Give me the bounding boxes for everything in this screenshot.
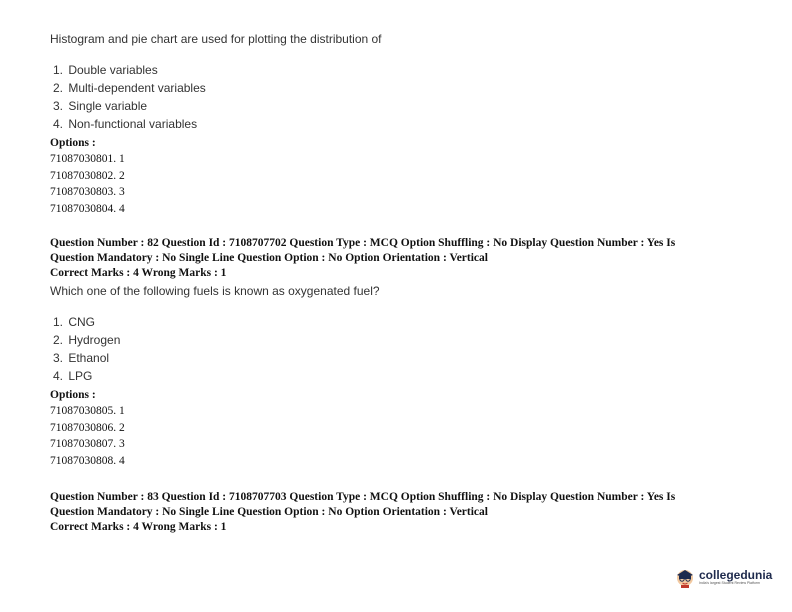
option-item: 2. Hydrogen	[53, 333, 121, 347]
option-item: 1. CNG	[53, 315, 96, 329]
option-id: 71087030805. 1	[50, 405, 125, 417]
question-81-options	[50, 61, 750, 133]
option-id: 71087030801. 1	[50, 153, 125, 165]
question-81-block	[50, 31, 750, 217]
option-id: 71087030804. 4	[50, 202, 125, 215]
question-83-meta-line2: Question Mandatory : No Single Line Question Option : No Option Orientation : Vertical	[50, 506, 488, 518]
option-item: 3. Single variable	[53, 99, 148, 113]
option-item: 4. LPG	[53, 369, 93, 383]
option-id: 71087030807. 3	[50, 438, 125, 450]
question-81-option-ids	[50, 151, 750, 217]
question-82-meta-line1: Question Number : 82 Question Id : 7108707702 Question Type : MCQ Option Shuffling : No Display Question Number : Yes Is	[50, 237, 676, 249]
options-label: Options :	[50, 389, 96, 401]
question-82-text: Which one of the following fuels is known as oxygenated fuel?	[50, 284, 380, 298]
option-id: 71087030802. 2	[50, 169, 125, 182]
question-83-block	[50, 490, 750, 535]
student-mascot-icon	[674, 566, 696, 588]
question-83-marks: Correct Marks : 4 Wrong Marks : 1	[50, 521, 227, 533]
option-item: 4. Non-functional variables	[53, 117, 198, 131]
option-item: 3. Ethanol	[53, 351, 110, 365]
question-82-options	[50, 313, 750, 385]
option-id: 71087030806. 2	[50, 421, 125, 434]
question-82-marks: Correct Marks : 4 Wrong Marks : 1	[50, 267, 227, 279]
option-id: 71087030808. 4	[50, 454, 125, 467]
option-item: 1. Double variables	[53, 63, 158, 77]
question-82-option-ids	[50, 403, 750, 469]
logo-text: collegedunia	[699, 567, 773, 582]
logo-text-wrap	[699, 569, 772, 586]
question-82-block	[50, 236, 750, 469]
option-item: 2. Multi-dependent variables	[53, 81, 206, 95]
question-83-meta-line1: Question Number : 83 Question Id : 7108707703 Question Type : MCQ Option Shuffling : No Display Question Number : Yes Is	[50, 491, 676, 503]
question-82-meta-line2: Question Mandatory : No Single Line Question Option : No Option Orientation : Vertical	[50, 252, 488, 264]
option-id: 71087030803. 3	[50, 186, 125, 198]
collegedunia-logo	[674, 562, 774, 592]
options-label: Options :	[50, 137, 96, 149]
question-81-text: Histogram and pie chart are used for plotting the distribution of	[50, 32, 382, 46]
logo-tagline: India's largest Student Review Platform	[699, 580, 760, 585]
